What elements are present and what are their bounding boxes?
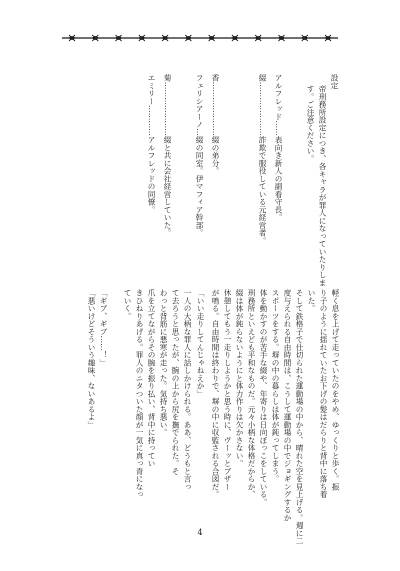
- story-line: 体を動かすのが苦手な綴や、年寄りは日向ぼっこをしている。: [259, 289, 268, 506]
- character-entry: エミリー…………アルフレッドの同僚。: [147, 74, 156, 214]
- character-entry: 菊…………………綴と共に会社経営していた。: [163, 74, 172, 237]
- story-line: 度与えられる自由時間は、こうして運動場の中でジョギングするか: [283, 289, 292, 522]
- story-line: 刑務所といえども平和なものだ。元々小柄な体格だからか、: [247, 289, 256, 499]
- story-line: 休憩してもう一走りしようかと思う時に、ヴーッとブザー: [223, 289, 232, 491]
- settings-line: 帝刑務所設定につき、各キャラが罪人になっていたりしま: [318, 85, 327, 287]
- settings-heading: 設定: [330, 74, 339, 90]
- character-entry: 綴…………………詐欺で服役している元経営者。: [258, 74, 267, 245]
- page-number: 4: [197, 528, 203, 537]
- story-line: きひねりあげる。罪人のニタついた顔が一気に真っ青になっ: [135, 289, 144, 499]
- story-line: 一人の大柄な罪人に話しかけられる。ああ、どうもと言っ: [183, 289, 192, 491]
- settings-line: す。ご注意ください。: [306, 85, 315, 163]
- story-line: いた。: [307, 289, 316, 313]
- story-line: 「悪いけどそういう趣味、ないあるよ」: [87, 289, 96, 429]
- story-line: わっと背筋に悪寒が走った。気持ち悪い。: [159, 289, 168, 437]
- story-line: 「いい走りしてんじゃねえか」: [196, 289, 205, 398]
- story-line: が鳴る。自由時間は終わりで、塀の中に収監される合図だ。: [211, 289, 220, 499]
- story-line: 綴は体が鈍らないようにと体力作りは欠かさない。: [235, 289, 244, 468]
- story-line: ていく。: [123, 289, 132, 320]
- story-line: 爪を立てながらその腕を振り払い、背中に持ってい: [147, 289, 156, 468]
- character-entry: フェリシアーノ…綴の同室。伊マフィア幹部。: [195, 74, 204, 237]
- story-line: 「ギブ、ギブ……！」: [99, 289, 108, 367]
- story-line: て去ろうと思ったが、腕の上から尻を撫でられた。そ: [171, 289, 180, 475]
- story-line: り子のように揺れていたお下げの髪はだらりと背中に落ち着: [319, 289, 328, 499]
- story-line: スポーツをする。塀の中の暮らしは体が鈍ってしまう。: [271, 289, 280, 483]
- character-entry: アルフレッド……表向き新人の副看守長。: [274, 74, 283, 222]
- story-line: そして鉄格子で仕切られた運動場の中から、晴れた空を見上げる。週に二: [295, 289, 304, 545]
- story-line: 軽く息を上げて走っていたのをやめ、ゆっくりと歩く。振: [331, 289, 340, 491]
- character-entry: 香…………………綴の弟分。: [211, 74, 220, 175]
